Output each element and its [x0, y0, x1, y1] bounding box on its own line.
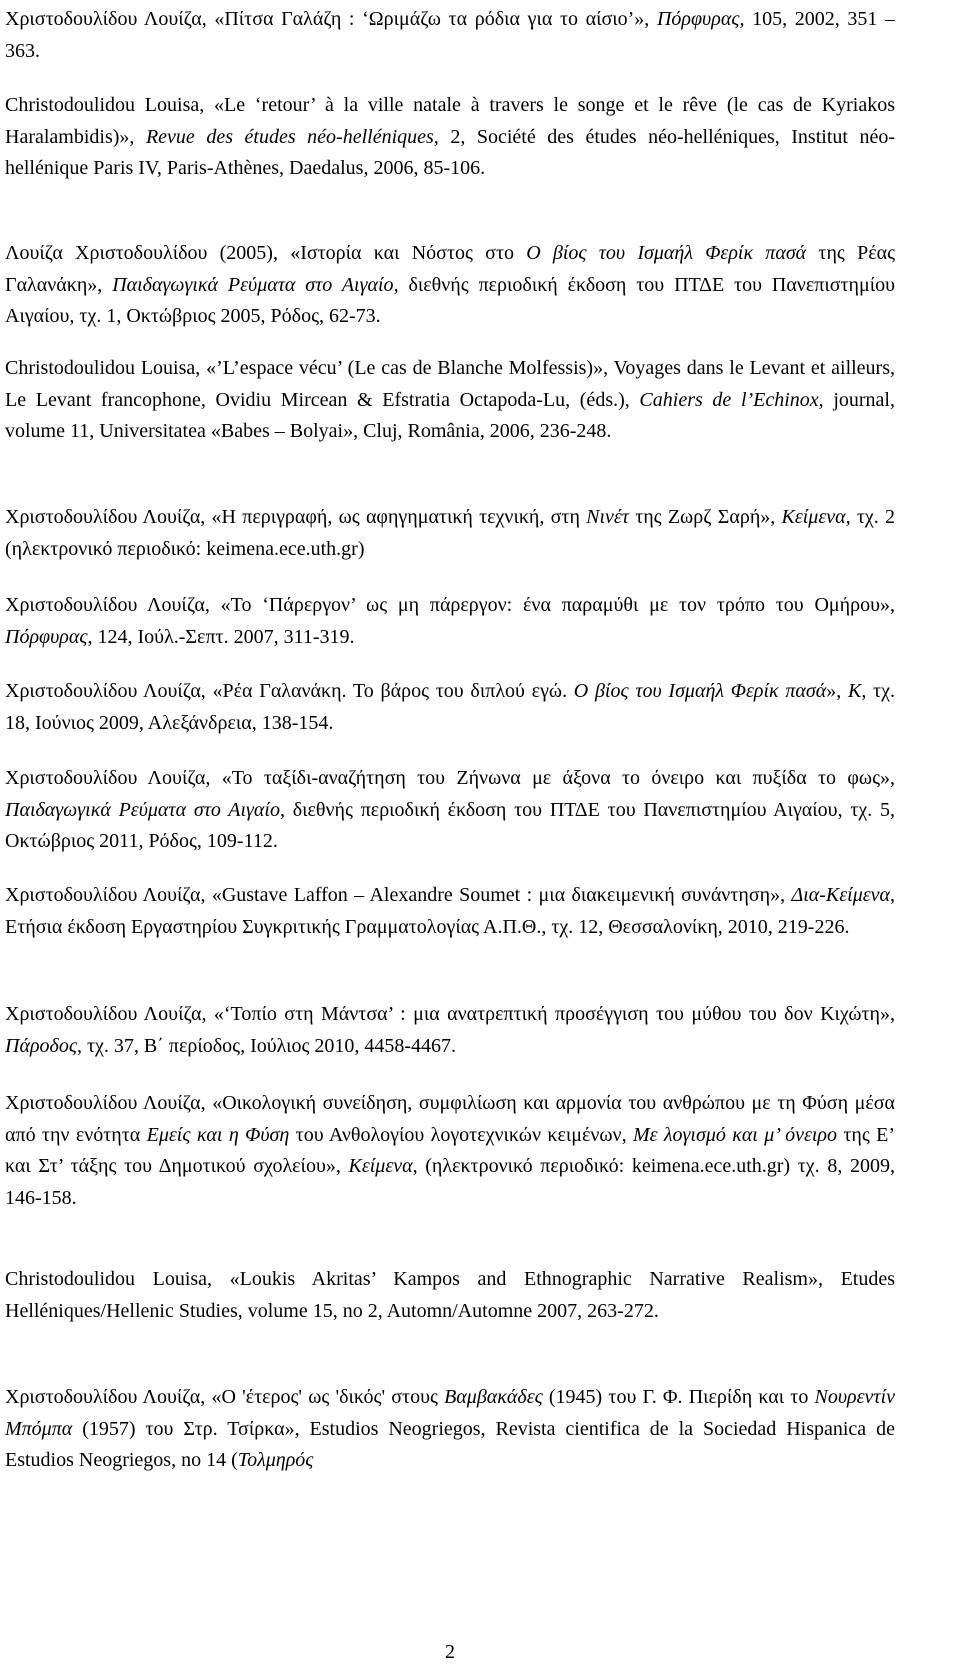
entry-text: , διεθνής περιοδική έκδοση του ΠΤΔΕ του Πανεπιστημίου Αιγαίου, τχ. 5, Οκτώβριος 2011, Ρόδος, 109-112.	[5, 798, 896, 852]
entry-text: Χριστοδουλίδου Λουίζα, «Ο 'έτερος' ως 'δικός' στους	[5, 1386, 445, 1408]
entry-italic-text: Νινέτ	[586, 506, 629, 528]
bibliography-entry	[5, 90, 895, 185]
entry-italic-text: Παιδαγωγικά Ρεύματα στο Αιγαίο	[112, 273, 394, 296]
bibliography-entry	[5, 4, 895, 67]
entry-italic-text: Με λογισμό και μ’ όνειρο	[632, 1123, 837, 1146]
bibliography-entry	[5, 590, 895, 653]
bibliography-entry	[5, 676, 895, 739]
entry-text: Christodoulidou Louisa, «Le ‘retour’ à la ville natale à travers le songe et le rêve (le cas de Kyriakos Haralambidis)»,	[5, 94, 895, 148]
entry-italic-text: Δια-Κείμενα	[791, 884, 890, 906]
bibliography-entry	[5, 1382, 895, 1477]
entry-italic-text: Νουρεντίν Μπόμπα	[5, 1386, 895, 1440]
entry-italic-text: Ο βίος του Ισμαήλ Φερίκ πασά	[526, 242, 807, 264]
entry-text: Χριστοδουλίδου Λουίζα, «Gustave Laffon – Alexandre Soumet : μια διακειμενική συνάντηση»,	[5, 884, 792, 906]
bibliography-entry	[5, 502, 895, 565]
entry-italic-text: Revue des études néo-helléniques,	[145, 125, 439, 148]
entry-italic-text: Κ	[847, 680, 862, 702]
bibliography-entry	[5, 238, 895, 333]
entry-text: της Ζωρζ Σαρή»,	[628, 506, 782, 528]
entry-italic-text: Πόρφυρας	[5, 625, 88, 648]
entry-text: (1945) του Γ. Φ. Πιερίδη και το	[542, 1386, 815, 1408]
entry-text: Χριστοδουλίδου Λουίζα, «Πίτσα Γαλάζη : ‘Ωριμάζω τα ρόδια για το αίσιο’»,	[5, 8, 657, 30]
entry-italic-text: Τολμηρός	[237, 1449, 314, 1471]
entry-italic-text: Εμείς και η Φύση	[146, 1123, 290, 1146]
entry-italic-text: Cahiers de l’Echinox,	[639, 388, 824, 411]
entry-text: της Ε’ και Στ’ τάξης του Δημοτικού σχολείου»,	[5, 1123, 895, 1177]
bibliography-entry	[5, 353, 895, 448]
bibliography-entry	[5, 880, 895, 943]
entry-italic-text: Παιδαγωγικά Ρεύματα στο Αιγαίο	[5, 798, 280, 821]
entry-text: »,	[826, 680, 848, 702]
entry-text: journal, volume 11, Universitatea «Babes – Bolyai», Cluj, România, 2006, 236-248.	[5, 388, 895, 442]
entry-italic-text: Πάροδος	[5, 1034, 77, 1057]
entry-text: Christodoulidou Louisa, «’L’espace vécu’ (Le cas de Blanche Molfessis)», Voyages dans le Levant et ailleurs, Le Levant francophone, Ovidiu Mircean & Efstratia Octapoda-Lu, (éds.),	[5, 357, 895, 411]
entry-italic-text: Κείμενα,	[781, 506, 851, 528]
entry-text: Χριστοδουλίδου Λουίζα, «Το ‘Πάρεργον’ ως μη πάρεργον: ένα παραμύθι με τον τρόπο του Ομήρου»,	[5, 594, 895, 616]
entry-text: Christodoulidou Louisa, «Loukis Akritas’ Kampos and Ethnographic Narrative Realism», Etudes Helléniques/Hellenic Studies, volume 15, no 2, Automn/Automne 2007, 263-272.	[5, 1268, 895, 1322]
entry-text: Λουίζα Χριστοδουλίδου (2005), «Ιστορία και Νόστος στο	[5, 242, 527, 264]
entry-italic-text: Ο βίος του Ισμαήλ Φερίκ πασά	[573, 680, 827, 702]
entry-text: Χριστοδουλίδου Λουίζα, «Το ταξίδι-αναζήτηση του Ζήνωνα με άξονα το όνειρο και πυξίδα το φως»,	[5, 767, 895, 789]
entry-italic-text: Κείμενα	[348, 1155, 413, 1177]
entry-text: (1957) του Στρ. Τσίρκα», Estudios Neogriegos, Revista cientifica de la Sociedad Hispanica de Estudios Neogriegos, no 14 (	[5, 1417, 895, 1471]
entry-text: του Ανθολογίου λογοτεχνικών κειμένων,	[289, 1123, 633, 1146]
entry-italic-text: Βαμβακάδες	[444, 1386, 543, 1408]
entry-text: Χριστοδουλίδου Λουίζα, «Οικολογική συνείδηση, συμφιλίωση και αρμονία του ανθρώπου με τη Φύση μέσα από την ενότητα	[5, 1092, 895, 1146]
entry-text: της Ρέας Γαλανάκη»,	[5, 242, 895, 296]
entry-italic-text: Πόρφυρας,	[656, 8, 745, 30]
entry-text: 105, 2002, 351 – 363.	[5, 8, 896, 62]
entry-text: Χριστοδουλίδου Λουίζα, «‘Τοπίο στη Μάντσα’ : μια ανατρεπτική προσέγγιση του μύθου του δον Κιχώτη»,	[5, 1003, 895, 1025]
page-number: 2	[445, 1641, 455, 1663]
bibliography-entry	[5, 763, 895, 858]
bibliography-entry	[5, 1088, 895, 1214]
entry-text: Χριστοδουλίδου Λουίζα, «Ρέα Γαλανάκη. Το βάρος του διπλού εγώ.	[5, 680, 574, 702]
entry-text: Χριστοδουλίδου Λουίζα, «Η περιγραφή, ως αφηγηματική τεχνική, στη	[5, 506, 587, 528]
bibliography-entry	[5, 1264, 895, 1327]
entry-text: , Ετήσια έκδοση Εργαστηρίου Συγκριτικής Γραμματολογίας Α.Π.Θ., τχ. 12, Θεσσαλονίκη, 2010, 219-226.	[5, 884, 895, 938]
bibliography-entry	[5, 999, 895, 1062]
entry-text: 2, Société des études néo-helléniques, Institut néo-hellénique Paris IV, Paris-Athènes, Daedalus, 2006, 85-106.	[5, 125, 896, 179]
entry-text: , τχ. 37, Β΄ περίοδος, Ιούλιος 2010, 4458-4467.	[76, 1034, 457, 1057]
entry-text: , 124, Ιούλ.-Σεπτ. 2007, 311-319.	[87, 625, 355, 648]
entry-text: , (ηλεκτρονικό περιοδικό: keimena.ece.uth.gr) τχ. 8, 2009, 146-158.	[5, 1155, 895, 1209]
entry-text: , διεθνής περιοδική έκδοση του ΠΤΔΕ του Πανεπιστημίου Αιγαίου, τχ. 1, Οκτώβριος 2005, Ρόδος, 62-73.	[5, 273, 896, 327]
entry-text: τχ. 2 (ηλεκτρονικό περιοδικό: keimena.ece.uth.gr)	[5, 506, 895, 560]
entry-text: , τχ. 18, Ιούνιος 2009, Αλεξάνδρεια, 138-154.	[5, 680, 895, 734]
